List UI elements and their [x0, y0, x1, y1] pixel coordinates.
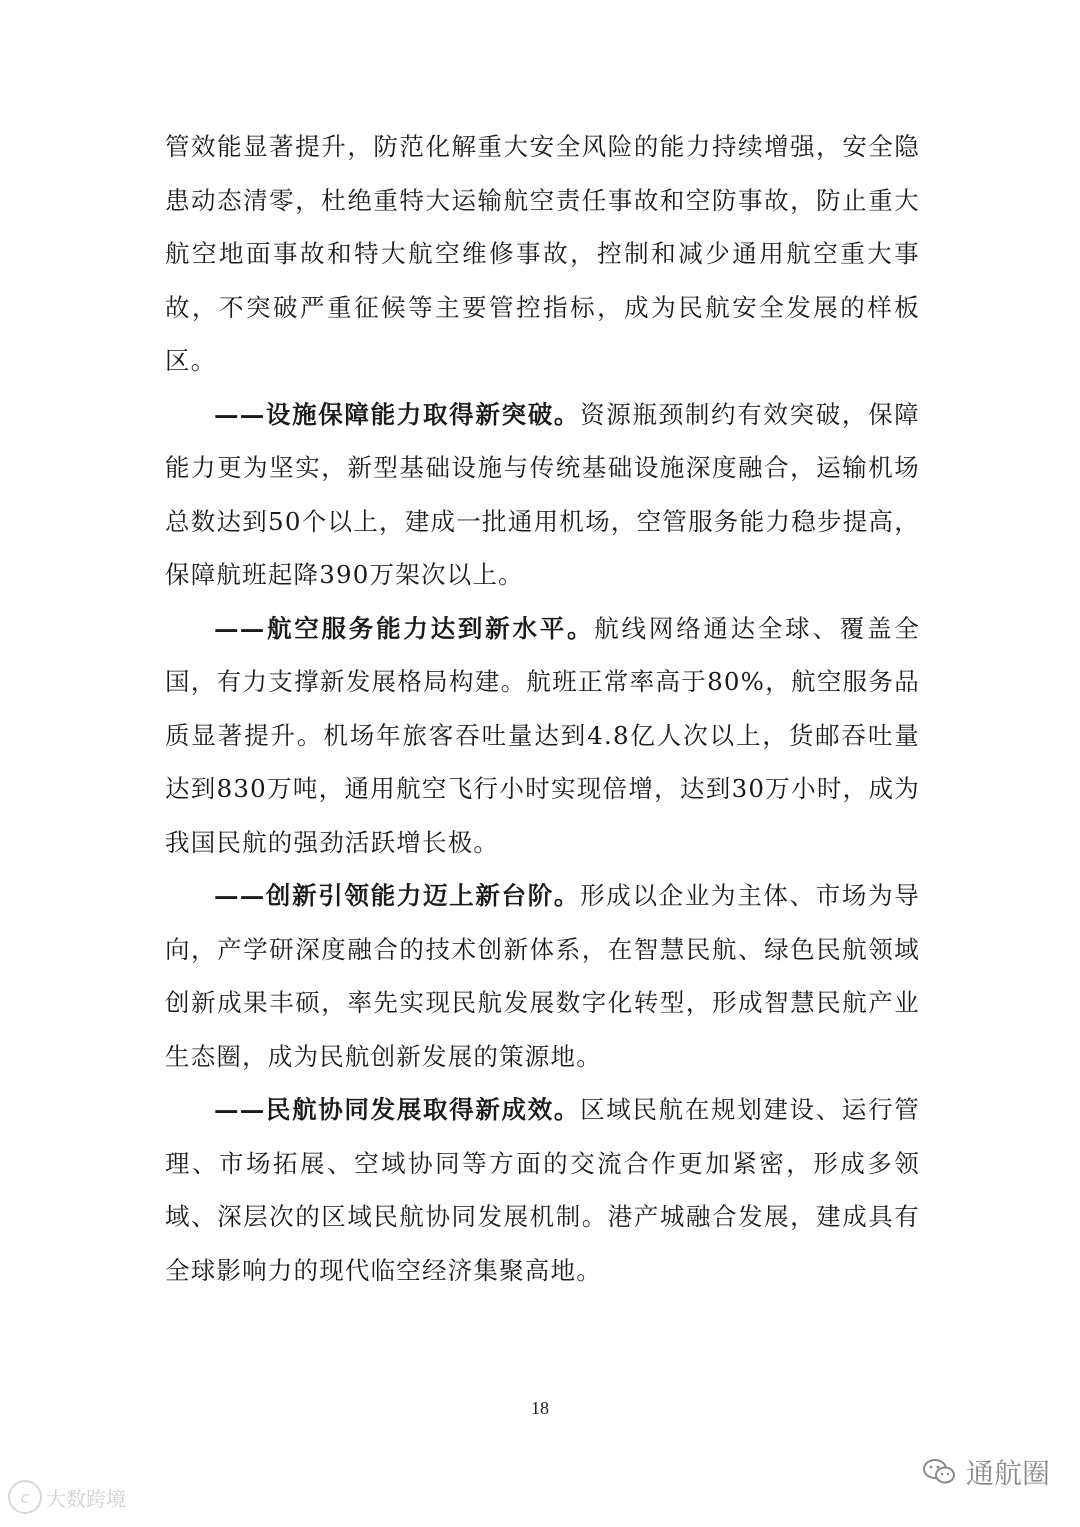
paragraph-5-lead: ——民航协同发展取得新成效。 [214, 1095, 581, 1124]
watermark-right [922, 1452, 1050, 1492]
paragraph-2 [165, 388, 920, 602]
watermark-left [8, 1480, 126, 1514]
paragraph-2-text: 资源瓶颈制约有效突破，保障能力更为坚实，新型基础设施与传统基础设施深度融合，运输机场总数达到50个以上，建成一批通用机场，空管服务能力稳步提高，保障航班起降390万架次以上。 [165, 399, 920, 589]
paragraph-3-text: 航线网络通达全球、覆盖全国，有力支撑新发展格局构建。航班正常率高于80%，航空服务品质显著提升。机场年旅客吞吐量达到4.8亿人次以上，货邮吞吐量达到830万吨，通用航空飞行小时实现倍增，达到30万小时，成为我国民航的强劲活跃增长极。 [165, 613, 920, 857]
brand-logo-icon: c [8, 1480, 42, 1514]
page-number: 18 [531, 1398, 549, 1418]
paragraph-1 [165, 120, 920, 388]
paragraph-3 [165, 602, 920, 870]
paragraph-1-text: 管效能显著提升，防范化解重大安全风险的能力持续增强，安全隐患动态清零，杜绝重特大运输航空责任事故和空防事故，防止重大航空地面事故和特大航空维修事故，控制和减少通用航空重大事故，不突破严重征候等主要管控指标，成为民航安全发展的样板区。 [165, 132, 920, 375]
watermark-right-text: 通航圈 [965, 1457, 1050, 1490]
paragraph-5 [165, 1083, 920, 1297]
paragraph-4-text: 形成以企业为主体、市场为导向，产学研深度融合的技术创新体系，在智慧民航、绿色民航领域创新成果丰硕，率先实现民航发展数字化转型，形成智慧民航产业生态圈，成为民航创新发展的策源地。 [165, 881, 920, 1071]
paragraph-4 [165, 869, 920, 1083]
paragraph-5-text: 区域民航在规划建设、运行管理、市场拓展、空域协同等方面的交流合作更加紧密，形成多领域、深层次的区域民航协同发展机制。港产城融合发展，建成具有全球影响力的现代临空经济集聚高地。 [165, 1095, 920, 1285]
paragraph-2-lead: ——设施保障能力取得新突破。 [214, 399, 581, 429]
paragraph-3-lead: ——航空服务能力达到新水平。 [214, 613, 595, 643]
paragraph-4-lead: ——创新引领能力迈上新台阶。 [214, 881, 581, 910]
watermark-left-text: 大数跨境 [46, 1486, 126, 1511]
wechat-icon [922, 1458, 956, 1486]
body-text [165, 120, 920, 1297]
